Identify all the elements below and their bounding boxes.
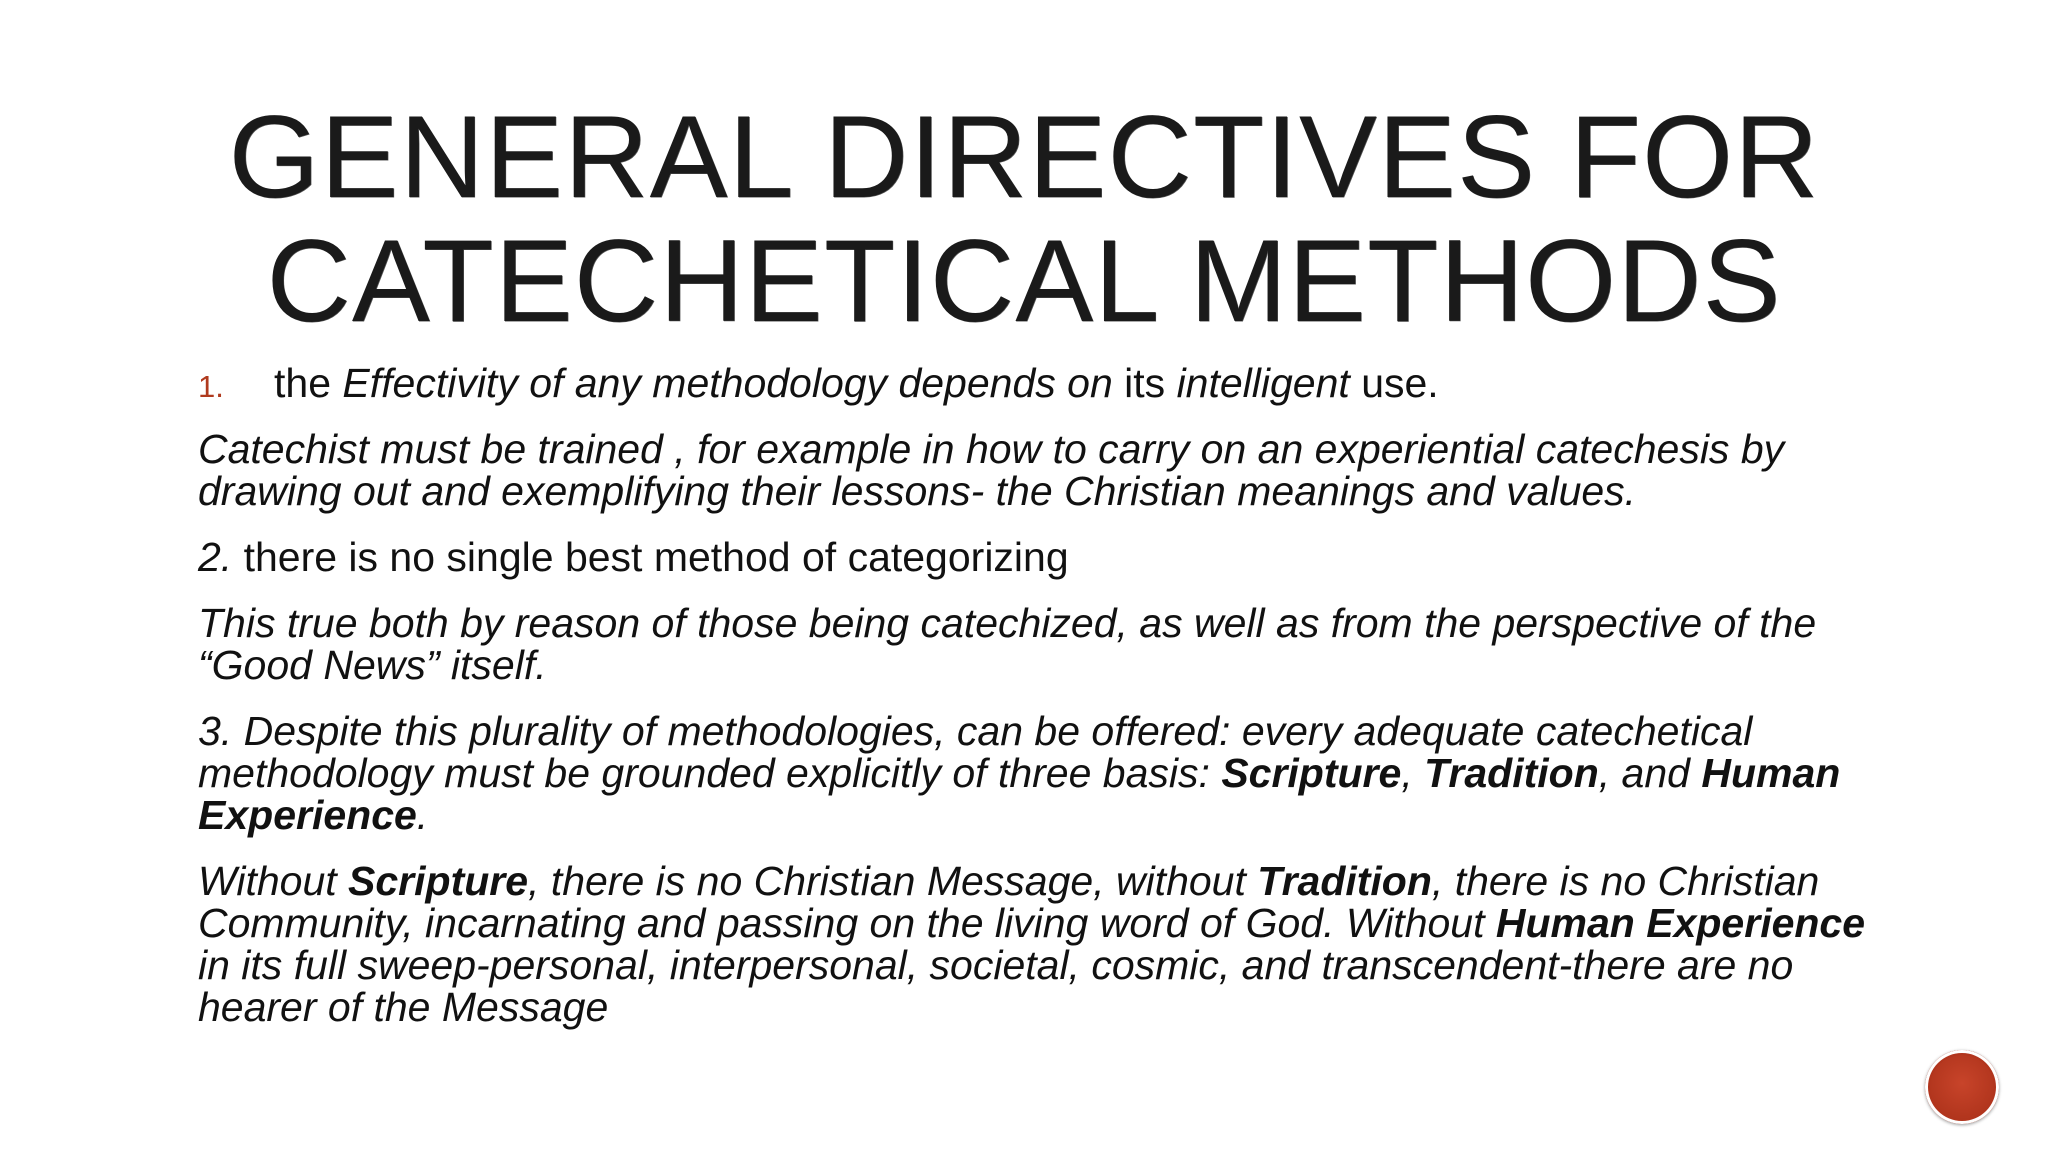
text-run: , and [1598, 750, 1702, 796]
text-run: 3. Despite this plurality of methodologies, can be offered: every adequate catechetical methodology must be grounded explicitly of three basis: [198, 708, 1753, 796]
title-line-2: CATECHETICAL METHODS [266, 215, 1782, 346]
slide-body [198, 362, 1878, 1052]
text-run: there is no single best method of categorizing [232, 534, 1069, 580]
list-item-3 [198, 710, 1878, 836]
list-number-2: 2. [198, 534, 233, 580]
text-run: . [416, 792, 429, 838]
text-run: Without [198, 858, 349, 904]
text-run: use. [1349, 360, 1439, 406]
text-run: the [274, 360, 343, 406]
paragraph-without-scripture [198, 860, 1878, 1028]
text-run: , there is no Christian Message, without [528, 858, 1258, 904]
next-slide-circle-icon[interactable] [1925, 1050, 1999, 1124]
text-run: , there is no Christian Community, incarnating and passing on the living word of God. Without [198, 858, 1820, 946]
text-run: in its full sweep-personal, interpersonal, societal, cosmic, and transcendent-there are no hearer of the Message [198, 942, 1794, 1030]
text-run: Effectivity of any methodology depends on [342, 360, 1113, 406]
text-run: Scripture [1221, 750, 1402, 796]
list-item-1 [198, 362, 1878, 404]
text-run: Human Experience [1495, 900, 1866, 946]
paragraph-true-both: This true both by reason of those being catechized, as well as from the perspective of the “Good News” itself. [198, 600, 1817, 688]
text-run: Scripture [348, 858, 529, 904]
title-line-1: GENERAL DIRECTIVES FOR [228, 91, 1820, 222]
text-run: , [1401, 750, 1425, 796]
text-run: its [1112, 360, 1177, 406]
paragraph-catechist-trained: Catechist must be trained , for example in how to carry on an experiential catechesis by drawing out and exemplifying their lessons- the Christian meanings and values. [198, 426, 1785, 514]
slide-title [0, 91, 2048, 346]
text-run: Human Experience [198, 750, 1841, 838]
text-run: Tradition [1424, 750, 1599, 796]
list-number-1: 1. [198, 369, 224, 404]
text-run: Tradition [1257, 858, 1432, 904]
list-item-2 [198, 536, 1878, 578]
text-run: intelligent [1176, 360, 1350, 406]
